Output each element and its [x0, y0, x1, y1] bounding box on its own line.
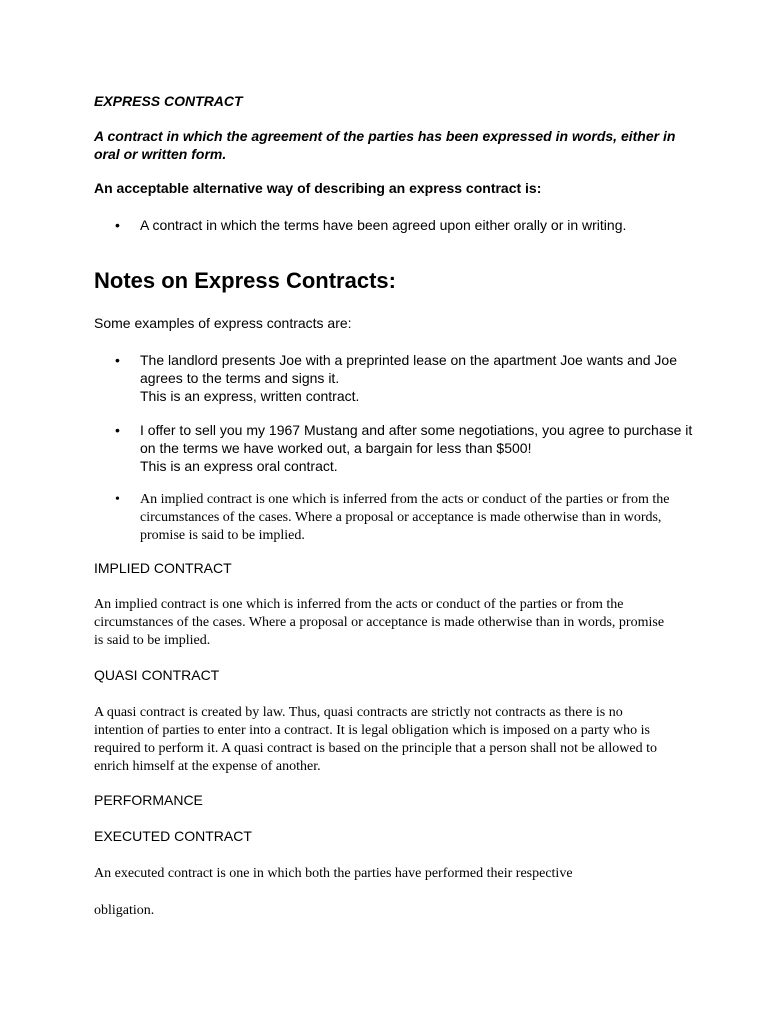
example-text: The landlord presents Joe with a preprinted lease on the apartment Joe wants and Joe agrees to the terms and signs it.	[140, 352, 677, 386]
executed-contract-heading: EXECUTED CONTRACT	[94, 828, 252, 844]
bullet-icon: •	[115, 352, 120, 368]
bullet-icon: •	[115, 422, 120, 438]
examples-list	[94, 351, 694, 561]
notes-title: Notes on Express Contracts:	[94, 268, 396, 293]
example-conclusion: This is an express, written contract.	[140, 388, 360, 404]
bullet-icon: •	[115, 217, 120, 233]
executed-contract-body-line2: obligation.	[94, 903, 155, 918]
examples-intro: Some examples of express contracts are:	[94, 315, 352, 331]
alternative-description-list	[94, 216, 694, 234]
list-item	[94, 421, 694, 475]
executed-contract-body-line1: An executed contract is one in which both the parties have performed their respective	[94, 866, 573, 881]
performance-heading: PERFORMANCE	[94, 792, 203, 808]
express-contract-definition: A contract in which the agreement of the parties has been expressed in words, either in oral or written form.	[94, 128, 676, 162]
alternative-description-intro: An acceptable alternative way of describing an express contract is:	[94, 180, 542, 196]
example-text: An implied contract is one which is inferred from the acts or conduct of the parties or from the circumstances of the cases. Where a proposal or acceptance is made otherwise than in words, promise is said to be implied.	[140, 492, 670, 543]
list-item	[94, 351, 694, 405]
example-conclusion: This is an express oral contract.	[140, 458, 338, 474]
list-item	[94, 216, 694, 234]
list-item	[94, 491, 694, 545]
implied-contract-body: An implied contract is one which is inferred from the acts or conduct of the parties or from the circumstances of the cases. Where a proposal or acceptance is made otherwise than in words, promise is said to be implied.	[94, 597, 665, 648]
quasi-contract-heading: QUASI CONTRACT	[94, 667, 220, 683]
implied-contract-heading: IMPLIED CONTRACT	[94, 560, 232, 576]
express-contract-heading: EXPRESS CONTRACT	[94, 93, 243, 109]
example-text: I offer to sell you my 1967 Mustang and after some negotiations, you agree to purchase it on the terms we have worked out, a bargain for less than $500!	[140, 422, 693, 456]
quasi-contract-body: A quasi contract is created by law. Thus, quasi contracts are strictly not contracts as there is no intention of parties to enter into a contract. It is legal obligation which is imposed on a party who is required to perform it. A quasi contract is based on the principle that a person shall not be allowed to enrich himself at the expense of another.	[94, 705, 657, 774]
bullet-icon: •	[115, 492, 120, 507]
list-item-text: A contract in which the terms have been agreed upon either orally or in writing.	[140, 217, 627, 233]
